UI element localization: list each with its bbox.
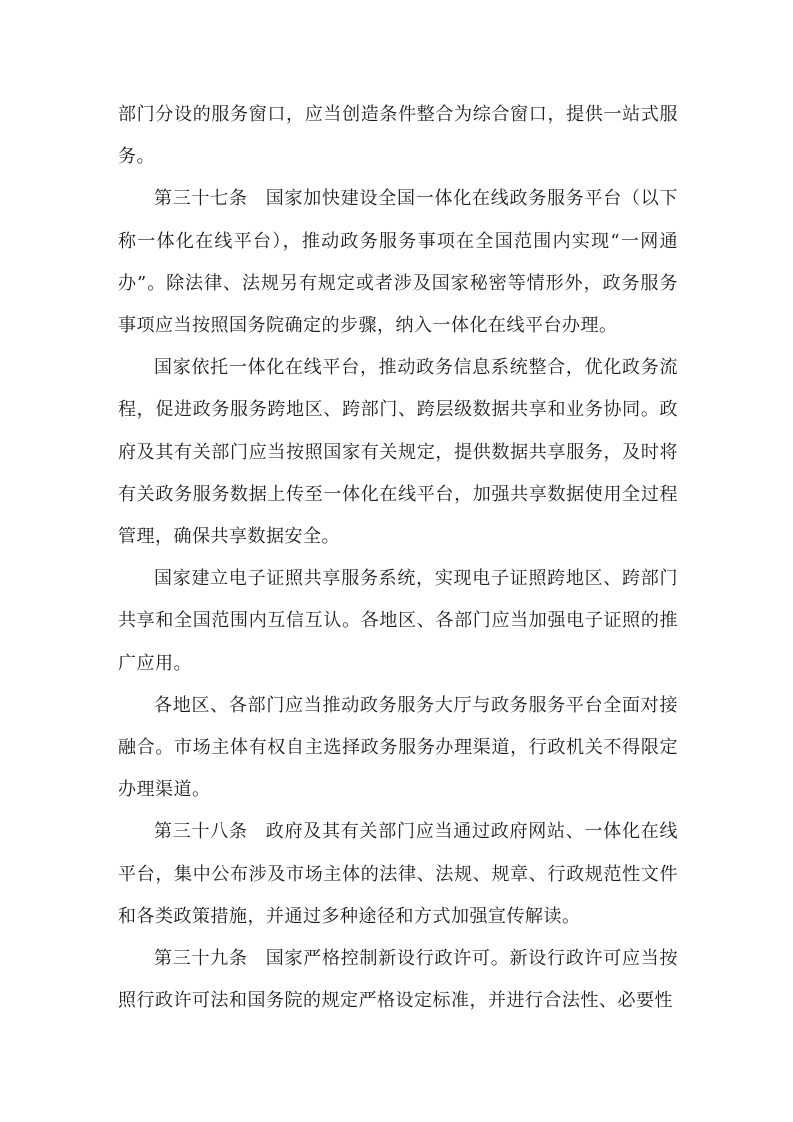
article-number: 第三十七条 (154, 188, 248, 210)
paragraph-text: 各地区、各部门应当推动政务服务大厅与政务服务平台全面对接融合。市场主体有权自主选择政务服务办理渠道，行政机关不得限定办理渠道。 (118, 694, 678, 801)
paragraph-service-hall (118, 685, 678, 812)
paragraph-continuation (118, 94, 678, 178)
paragraph-article-38 (118, 811, 678, 938)
paragraph-text: 政府及其有关部门应当通过政府网站、一体化在线平台，集中公布涉及市场主体的法律、法规、规章、行政规范性文件和各类政策措施，并通过多种途径和方式加强宣传解读。 (118, 821, 678, 927)
article-number: 第三十九条 (154, 948, 248, 970)
paragraph-data-sharing (118, 347, 678, 558)
paragraph-text: 国家建立电子证照共享服务系统，实现电子证照跨地区、跨部门共享和全国范围内互信互认。各地区、各部门应当加强电子证照的推广应用。 (118, 568, 678, 674)
document-body (118, 94, 678, 1022)
paragraph-text: 国家严格控制新设行政许可。新设行政许可应当按照行政许可法和国务院的规定严格设定标准，并进行合法性、必要性 (118, 948, 678, 1012)
article-number: 第三十八条 (154, 821, 248, 843)
paragraph-text: 国家依托一体化在线平台，推动政务信息系统整合，优化政务流程，促进政务服务跨地区、跨部门、跨层级数据共享和业务协同。政府及其有关部门应当按照国家有关规定，提供数据共享服务，及时将有关政务服务数据上传至一体化在线平台，加强共享数据使用全过程管理，确保共享数据安全。 (118, 357, 678, 548)
paragraph-article-39 (118, 938, 678, 1022)
paragraph-e-license (118, 558, 678, 685)
paragraph-text: 部门分设的服务窗口，应当创造条件整合为综合窗口，提供一站式服务。 (118, 104, 678, 168)
paragraph-text: 国家加快建设全国一体化在线政务服务平台（以下称一体化在线平台），推动政务服务事项在全国范围内实现“一网通办”。除法律、法规另有规定或者涉及国家秘密等情形外，政务服务事项应当按照国务院确定的步骤，纳入一体化在线平台办理。 (118, 188, 678, 337)
paragraph-article-37 (118, 178, 678, 347)
